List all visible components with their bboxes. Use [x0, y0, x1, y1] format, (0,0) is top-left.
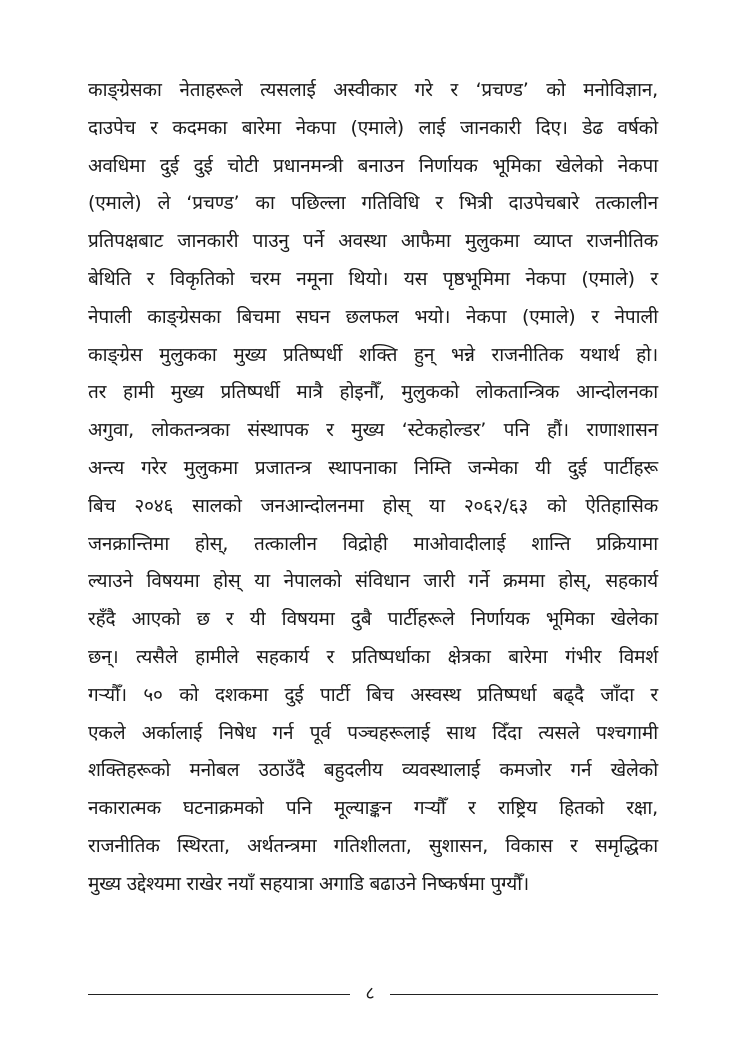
- text-line: रहँदै आएको छ र यी विषयमा दुबै पार्टीहरूले निर्णायक भूमिका खेलेका: [88, 608, 658, 631]
- body-paragraph: [88, 72, 658, 904]
- text-line: काङ्ग्रेसका नेताहरूले त्यसलाई अस्वीकार गरे र ‘प्रचण्ड’ को मनोविज्ञान,: [88, 79, 658, 101]
- footer-rule-right: [390, 994, 658, 995]
- text-line: एकले अर्कालाई निषेध गर्न पूर्व पञ्चहरूलाई साथ दिँदा त्यसले पश्चगामी: [88, 721, 658, 744]
- text-line: ल्याउने विषयमा होस् या नेपालको संविधान जारी गर्ने क्रममा होस्, सहकार्य: [88, 570, 658, 593]
- text-line: मुख्य उद्देश्यमा राखेर नयाँ सहयात्रा अगाडि बढाउने निष्कर्षमा पुग्यौँ।: [88, 872, 529, 895]
- text-line: नेपाली काङ्ग्रेसका बिचमा सघन छलफल भयो। नेकपा (एमाले) र नेपाली: [88, 305, 658, 328]
- text-line: अन्त्य गरेर मुलुकमा प्रजातन्त्र स्थापनाका निम्ति जन्मेका यी दुई पार्टीहरू: [88, 456, 658, 479]
- text-line: जनक्रान्तिमा होस्, तत्कालीन विद्रोही माओवादीलाई शान्ति प्रक्रियामा: [88, 532, 658, 555]
- text-line: छन्। त्यसैले हामीले सहकार्य र प्रतिष्पर्धाका क्षेत्रका बारेमा गंभीर विमर्श: [88, 645, 658, 668]
- page-number: ८: [365, 983, 375, 1004]
- text-line: दाउपेच र कदमका बारेमा नेकपा (एमाले) लाई जानकारी दिए। डेढ वर्षको: [88, 116, 658, 139]
- text-line: राजनीतिक स्थिरता, अर्थतन्त्रमा गतिशीलता, सुशासन, विकास र समृद्धिका: [88, 834, 658, 857]
- page-footer: [88, 982, 658, 1006]
- text-line: बेथिति र विकृतिको चरम नमूना थियो। यस पृष्ठभूमिमा नेकपा (एमाले) र: [88, 267, 658, 290]
- text-line: प्रतिपक्षबाट जानकारी पाउनु पर्ने अवस्था आफैमा मुलुकमा व्याप्त राजनीतिक: [88, 230, 658, 253]
- text-line: बिच २०४६ सालको जनआन्दोलनमा होस् या २०६२/६३ को ऐतिहासिक: [88, 494, 658, 517]
- text-line: नकारात्मक घटनाक्रमको पनि मूल्याङ्कन गर्‍यौँ र राष्ट्रिय हितको रक्षा,: [88, 797, 658, 820]
- text-line: अवधिमा दुई दुई चोटी प्रधानमन्त्री बनाउन निर्णायक भूमिका खेलेको नेकपा: [88, 154, 658, 177]
- text-line: शक्तिहरूको मनोबल उठाउँदै बहुदलीय व्यवस्थालाई कमजोर गर्न खेलेको: [88, 759, 658, 782]
- footer-rule-left: [88, 994, 350, 995]
- text-line: (एमाले) ले ‘प्रचण्ड’ का पछिल्ला गतिविधि र भित्री दाउपेचबारे तत्कालीन: [88, 192, 658, 215]
- text-line: काङ्ग्रेस मुलुकका मुख्य प्रतिष्पर्धी शक्ति हुन् भन्ने राजनीतिक यथार्थ हो।: [88, 343, 658, 366]
- text-line: गर्‍यौँ। ५० को दशकमा दुई पार्टी बिच अस्वस्थ प्रतिष्पर्धा बढ्दै जाँदा र: [88, 683, 658, 706]
- text-line: तर हामी मुख्य प्रतिष्पर्धी मात्रै होइनौँ, मुलुकको लोकतान्त्रिक आन्दोलनका: [88, 381, 658, 404]
- text-line: अगुवा, लोकतन्त्रका संस्थापक र मुख्य ‘स्टेकहोल्डर’ पनि हौं। राणाशासन: [88, 419, 658, 442]
